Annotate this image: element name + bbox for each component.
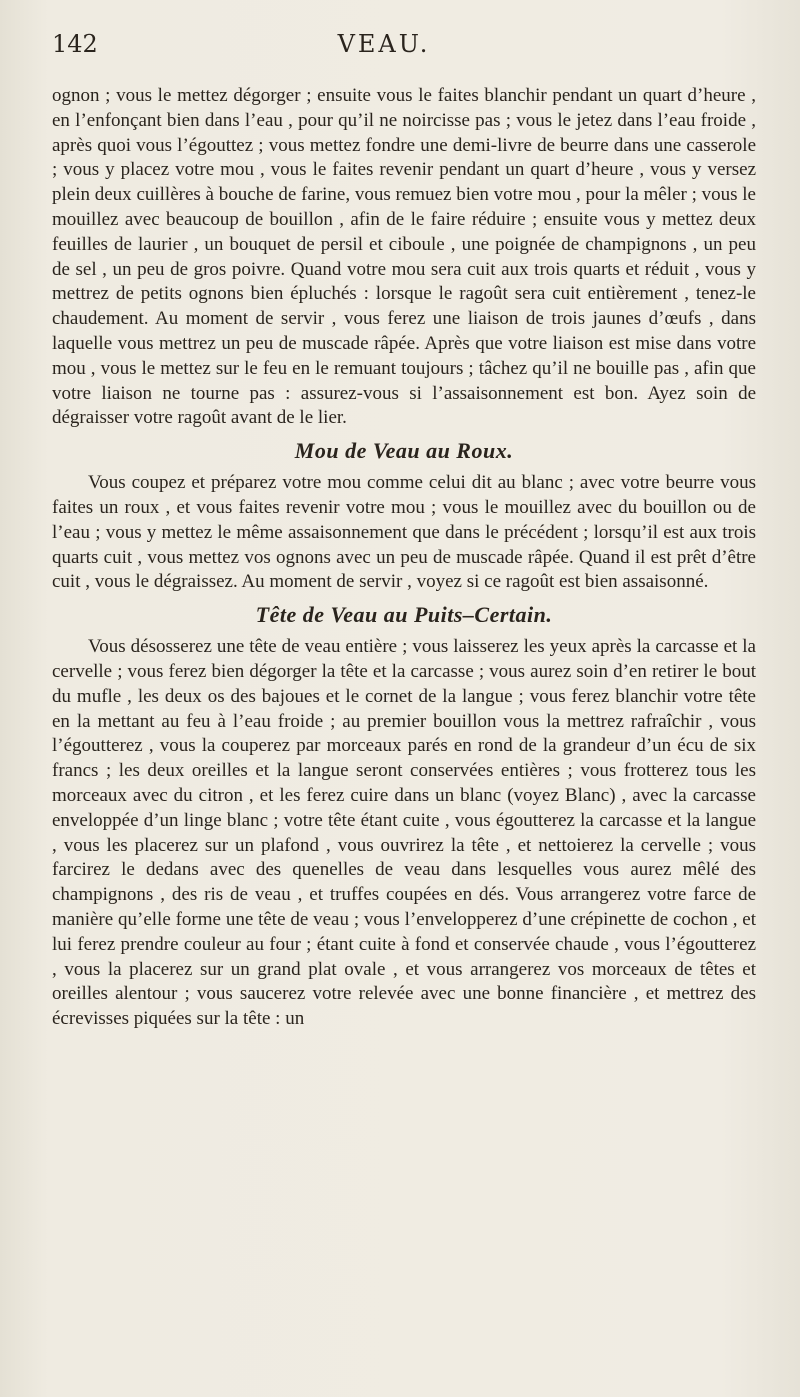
recipe-heading-tete-de-veau: Tête de Veau au Puits–Certain. <box>255 602 553 628</box>
page-number: 142 <box>52 30 98 58</box>
paragraph-mou-de-veau-au-roux: Vous coupez et préparez votre mou comme celui dit au blanc ; avec votre beurre vous faites un roux , et vous faites revenir votre mou ; vous le mouillez avec du bouillon ou de l’eau ; vous y mettez le même assaisonnement que dans le précédent ; lorsqu’il est aux trois quarts cuit , vous mettez vos ognons avec un peu de muscade râpée. Quand il est prêt d’être cuit , vous le dégraissez. Au moment de servir , voyez si ce ragoût est bien assaisonné. <box>52 472 756 593</box>
running-title: VEAU. <box>337 30 431 58</box>
recipe-heading-mou-de-veau-au-roux: Mou de Veau au Roux. <box>294 438 514 464</box>
paragraph-mou-au-blanc-continued: ognon ; vous le mettez dégorger ; ensuite vous le faites blanchir pendant un quart d’heure , en l’enfonçant bien dans l’eau , pour qu’il ne noircisse pas ; vous le jetez dans l’eau froide , après quoi vous l’égouttez ; vous mettez fondre une demi-livre de beurre dans une casserole ; vous y placez votre mou , vous le faites revenir pendant un quart d’heure , vous y versez plein deux cuillères à bouche de farine, vous remuez bien votre mou , pour la mêler ; vous le mouillez avec beaucoup de bouillon , afin de le faire réduire ; ensuite vous y mettez deux feuilles de laurier , un bouquet de persil et ciboule , une poignée de champignons , un peu de sel , un peu de gros poivre. Quand votre mou sera cuit aux trois quarts et réduit , vous y mettrez de petits ognons bien épluchés : lorsque le ragoût sera cuit entièrement , tenez-le chaudement. Au moment de servir , vous ferez une liaison de trois jaunes d’œufs , dans laquelle vous mettrez un peu de muscade râpée. Après que votre liaison est mise dans votre mou , vous le mettez sur le feu en le remuant toujours ; tâchez qu’il ne bouille pas , afin que votre liaison ne tourne pas : assurez-vous si l’assaisonnement est bon. Ayez soin de dégraisser votre ragoût avant de le lier. <box>52 85 756 429</box>
paragraph-tete-de-veau: Vous désosserez une tête de veau entière ; vous laisserez les yeux après la carcasse et la cervelle ; vous ferez bien dégorger la tête et la carcasse ; vous aurez soin d’en retirer le bout du mufle , les deux os des bajoues et le cornet de la langue ; vous ferez blanchir votre tête en la mettant au feu à l’eau froide ; au premier bouillon vous la mettrez rafraîchir , vous l’égoutterez , vous la couperez par morceaux parés en rond de la grandeur d’un écu de six francs ; les deux oreilles et la langue seront conservées entières ; vous frotterez tous les morceaux avec du citron , et les ferez cuire dans un blanc (voyez Blanc) , avec la carcasse enveloppée d’un linge blanc ; votre tête étant cuite , vous égoutterez la carcasse et la langue , vous les placerez sur un plafond , vous ouvrirez la tête , et nettoierez la cervelle ; vous farcirez le dedans avec des quenelles de veau dans lesquelles vous aurez mêlé des champignons , des ris de veau , et truffes coupées en dés. Vous arrangerez votre farce de manière qu’elle forme une tête de veau ; vous l’envelopperez d’une crépinette de cochon , et lui ferez prendre couleur au four ; étant cuite à fond et conservée chaude , vous l’égoutterez , vous la placerez sur un grand plat ovale , et vous arrangerez vos morceaux de têtes et oreilles alentour ; vous saucerez votre relevée avec une bonne financière , et mettrez des écrevisses piquées sur la tête : un <box>52 636 756 1030</box>
running-head <box>52 30 756 84</box>
